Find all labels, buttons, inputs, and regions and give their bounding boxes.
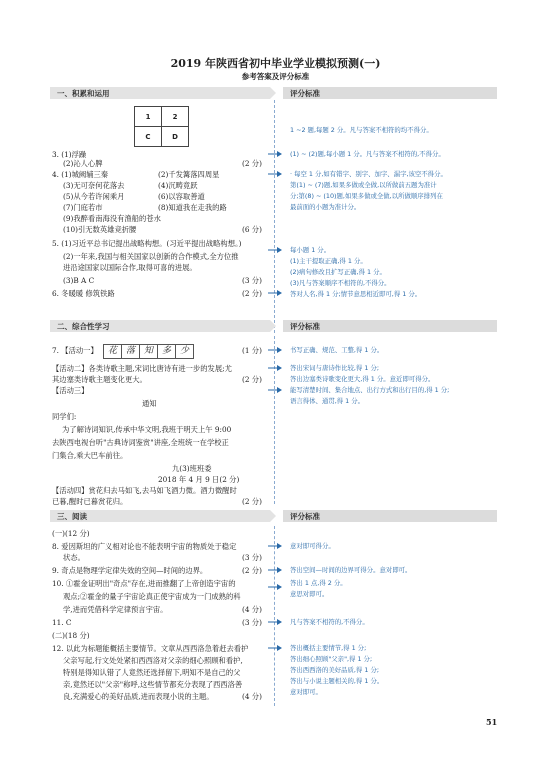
answer-text: 状态。 [63, 553, 85, 562]
answer-text: 已暮,醒时已暮赏花归。 [52, 497, 128, 506]
score-note: 答出与小说主题相关的,得 1 分。 [290, 677, 384, 685]
answer-text: (10)引无数英雄竞折腰 [63, 225, 137, 234]
answer-text: (2)沁人心脾 [63, 159, 103, 168]
answer-text: 【活动四】赏花归去马如飞,去马如飞酒力微。酒力微醒时 [52, 486, 237, 495]
answer-text: 6. 冬暖暖 修筑铁路 [52, 289, 115, 298]
answer-text: 3. (1)浮躁 [52, 150, 87, 159]
score-note: 语言得体、通贯,得 1 分。 [290, 397, 365, 405]
section-header-2: 二、综合性学习 [50, 320, 270, 332]
score-note: 意对即可。 [290, 688, 322, 696]
arrow-icon [268, 542, 282, 550]
section-label: (一)(12 分) [52, 529, 90, 538]
score-header-3: 评分标准 [283, 510, 497, 522]
arrow-icon [268, 150, 282, 158]
score-note: (3)凡与答案顺序不相符的,不得分。 [290, 279, 391, 287]
notice-body: 为了解诗词知识,传承中华文明,我班于明天上午 9:00 [62, 425, 232, 434]
score-note: (2)病句修改且扩写正确,得 1 分。 [290, 268, 386, 276]
section-label: (二)(18 分) [52, 631, 90, 640]
document-title: 2019 年陕西省初中毕业学业模拟预测(一) [170, 57, 381, 70]
answer-text: 进沿途国家以国际合作,取得可喜的进展。 [63, 263, 197, 272]
score-note: 最前面的小题为准计分。 [290, 203, 361, 211]
arrow-icon [268, 170, 282, 178]
score-note: 答出 1 点,得 2 分。 [290, 579, 347, 587]
notice-title: 通知 [142, 399, 157, 408]
divider-line [274, 100, 275, 333]
score-note: · 每空 1 分,如有错字、别字、加字、漏字,该空不得分。 [290, 170, 447, 178]
handwriting-box [104, 344, 194, 357]
answer-text: 【活动三】 [52, 386, 89, 395]
score-header-2: 评分标准 [283, 320, 497, 332]
answer-text: (2)一年来,我国与相关国家以创新的合作模式,全方位推 [63, 252, 239, 261]
arrow-icon [268, 364, 282, 372]
grid-cell: 1 [135, 107, 162, 127]
score-note: 1 ~2 题,每题 2 分。凡与答案不相符的均不得分。 [290, 126, 433, 134]
points: (4 分) [242, 692, 262, 701]
score-note: 答出细心照顾"父亲",得 1 分; [290, 655, 373, 663]
score-note: 答出概括主要情节,得 1 分; [290, 644, 367, 652]
notice-greeting: 同学们: [52, 412, 77, 421]
arrow-icon [268, 644, 282, 652]
score-note: 答出西西洛的美好品质,得 1 分; [290, 666, 380, 674]
answer-text: (7)门庭若市 [63, 203, 103, 212]
score-note: 意对即可得分。 [290, 542, 335, 550]
answer-text: 观点;②霍金的量子宇宙论真正使宇宙成为一门成熟的科 [63, 592, 241, 601]
points: (3 分) [242, 553, 262, 562]
points: (2 分) [242, 289, 262, 298]
answer-text: 父亲写起,行文处处紧扣西西洛对父亲的细心照顾和看护, [63, 656, 243, 665]
notice-date: 2018 年 4 月 9 日(2 分) [158, 475, 240, 484]
score-note: 答出宋词与唐诗作比较,得 1 分; [290, 364, 380, 372]
answer-grid [134, 106, 189, 147]
answer-text: 【活动二】各类诗歌主题,宋词比唐诗有进一步的发展;尤 [52, 364, 232, 373]
arrow-icon [268, 289, 282, 297]
answer-text: 特别是得知认错了人竟然还选择留下,明知不是自己的父 [63, 668, 241, 677]
page-number: 51 [486, 717, 498, 727]
answer-text: (6)以容取善道 [158, 192, 205, 201]
divider-line [274, 526, 275, 706]
answer-text: 其边塞类诗歌主题变化更大。 [52, 375, 147, 384]
grid-cell: 2 [162, 107, 189, 127]
notice-body: 门集合,乘大巴车前往。 [52, 451, 128, 460]
answer-text: (3)无可奈何花落去 [63, 181, 125, 190]
answer-text: 10. ①霍金证明出"奇点"存在,进而推翻了上帝创造宇宙的 [52, 579, 236, 588]
points: (2 分) [242, 566, 262, 575]
notice-signature: 九(3)班班委 [172, 464, 212, 473]
score-note: 答对人名,得 1 分;情节意思相近即可,得 1 分。 [290, 290, 422, 298]
score-note: 凡与答案不相符的,不得分。 [290, 618, 369, 626]
points: (2 分) [242, 375, 262, 384]
answer-text: (8)知道我在走我的路 [158, 203, 227, 212]
score-note: 意思对即可。 [290, 590, 329, 598]
answer-text: 4. (1)城阙辅三秦 [52, 170, 109, 179]
points: (3 分) [242, 276, 262, 285]
arrow-icon [268, 583, 282, 591]
points: (1 分) [242, 346, 262, 355]
document-subtitle: 参考答案及评分标准 [241, 72, 310, 81]
score-note: (1)主干提取正确,得 1 分。 [290, 257, 367, 265]
answer-text: 学,进而凭借科学定律预言宇宙。 [63, 605, 168, 614]
arrow-icon [268, 346, 282, 354]
points: (4 分) [242, 605, 262, 614]
arrow-icon [268, 618, 282, 626]
answer-text: 9. 奇点是物理学定律失效的空间—时间的边界。 [52, 566, 208, 575]
answer-text: 12. 以此为标题能概括主要情节。文章从西西洛急着赶去看护 [52, 644, 249, 653]
handwritten-char: 多 [157, 344, 176, 359]
score-note: 答出边塞类诗歌变化更大,得 1 分。意近即可得分。 [290, 375, 435, 383]
grid-cell: C [135, 127, 162, 147]
score-note: 每小题 1 分。 [290, 246, 331, 254]
answer-text: 良,充满爱心的美好品质,进而表现小说的主题。 [63, 692, 214, 701]
handwritten-char: 花 [103, 344, 122, 359]
score-note: 能写清楚时间、集合地点、出行方式和出行目的,得 1 分; [290, 386, 450, 394]
points: (3 分) [242, 618, 262, 627]
points: (6 分) [242, 225, 262, 234]
arrow-icon [268, 386, 282, 394]
answer-text: 亲,竟然还以"父亲"称呼,这些情节都充分表现了西西洛善 [63, 680, 243, 689]
handwritten-char: 落 [121, 344, 140, 359]
points: (2 分) [242, 159, 262, 168]
answer-text: 8. 爱因斯坦的广义相对论也不能表明宇宙的物质处于稳定 [52, 542, 237, 551]
notice-body: 去陕西电视台听"古典诗词鉴赏"讲座,全班统一在学校正 [52, 438, 229, 447]
answer-text: (2)千发篝落四周星 [158, 170, 220, 179]
answer-text: (9)我醉看南海没有渔船的苍水 [63, 214, 161, 223]
answer-text: 11. C [52, 618, 72, 627]
score-header-1: 评分标准 [283, 87, 497, 99]
answer-text: (4)沉畴竟跃 [158, 181, 198, 190]
handwritten-char: 少 [175, 344, 194, 359]
arrow-icon [268, 566, 282, 574]
answer-text: (3)B A C [63, 276, 95, 285]
section-header-3: 三、阅读 [50, 510, 270, 522]
answer-text: 7. 【活动一】 [52, 346, 98, 355]
handwritten-char: 知 [139, 344, 158, 359]
score-note: 第(1) ~ (7)题,如果多做或全做,以所做前五题为准计 [290, 181, 437, 189]
section-header-1: 一、积累和运用 [50, 87, 270, 99]
answer-text: (5)从今若许闲乘月 [63, 192, 125, 201]
arrow-icon [268, 246, 282, 254]
score-note: 答出空间—时间的边界可得分。意对即可。 [290, 566, 412, 574]
grid-cell: D [162, 127, 189, 147]
score-note: (1) ~ (2)题,每小题 1 分。凡与答案不相符的,不得分。 [290, 150, 445, 158]
score-note: 书写正确、规范、工整,得 1 分。 [290, 346, 384, 354]
answer-text: 5. (1)习近平总书记提出战略构想。(习近平提出战略构想。) [52, 239, 242, 248]
score-note: 分;第(8) ~ (10)题,如果多做或全做,以所做顺序排列在 [290, 192, 443, 200]
divider-line [274, 336, 275, 504]
points: (2 分) [242, 497, 262, 506]
